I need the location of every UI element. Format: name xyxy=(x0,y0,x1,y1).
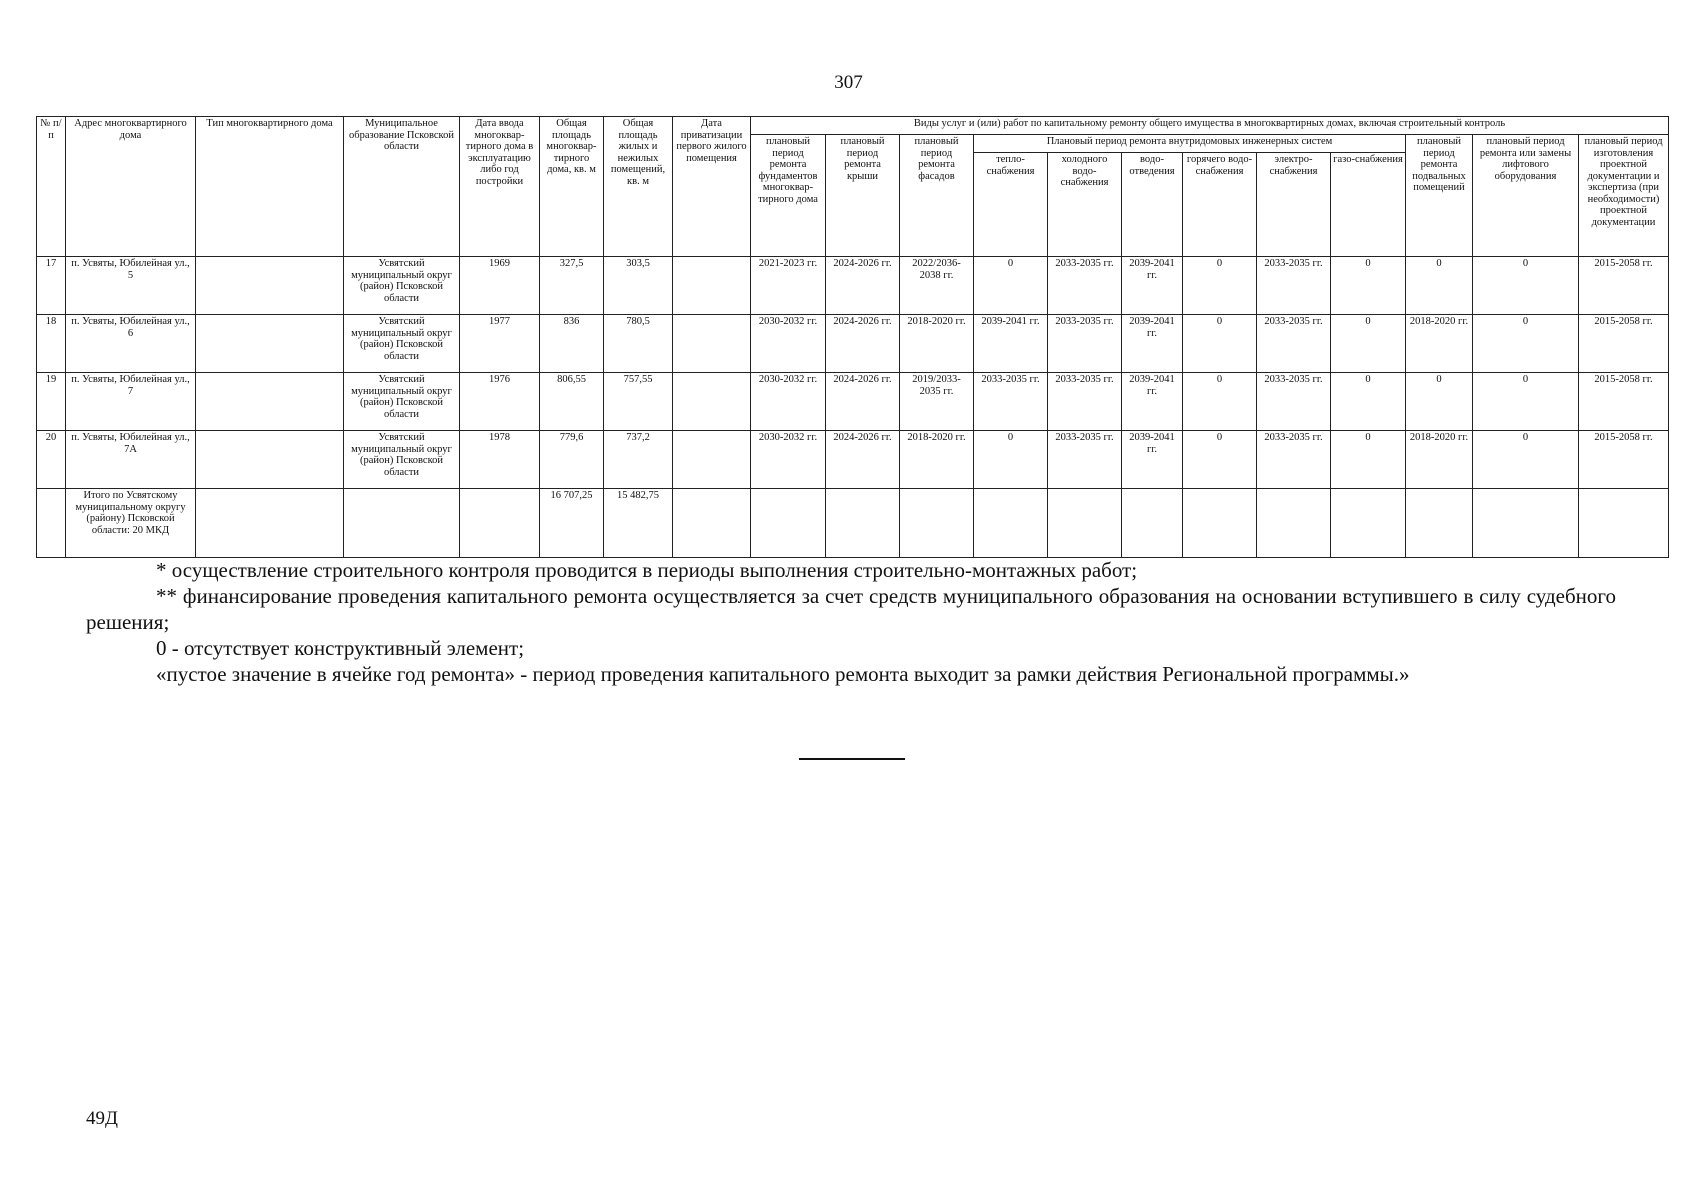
cell-hot-water: 0 xyxy=(1183,257,1257,315)
cell-premises-area: 757,55 xyxy=(604,373,673,431)
cell-design-docs: 2015-2058 гг. xyxy=(1579,257,1669,315)
cell-total-area: 836 xyxy=(540,315,604,373)
cell-sewer: 2039-2041 гг. xyxy=(1122,431,1183,489)
cell-empty xyxy=(974,489,1048,558)
header-foundation: плановый период ремонта фундаментов многоквар-тирного дома xyxy=(751,135,826,257)
footnote-financing: ** финансирование проведения капитального ремонта осуществляется за счет средств муниципального образования на основании вступившего в силу судебного решения; xyxy=(86,584,1616,634)
cell-facade: 2022/2036-2038 гг. xyxy=(900,257,974,315)
cell-municipality: Усвятский муниципальный округ (район) Псковской области xyxy=(344,373,460,431)
cell-gas: 0 xyxy=(1331,257,1406,315)
cell-cold-water: 2033-2035 гг. xyxy=(1048,431,1122,489)
header-house-type: Тип многоквартирного дома xyxy=(196,117,344,257)
cell-electric: 2033-2035 гг. xyxy=(1257,257,1331,315)
cell-house-type xyxy=(196,431,344,489)
header-privatization-date: Дата приватизации первого жилого помещения xyxy=(673,117,751,257)
header-elevator: плановый период ремонта или замены лифтового оборудования xyxy=(1473,135,1579,257)
cell-facade: 2018-2020 гг. xyxy=(900,315,974,373)
cell-basement: 0 xyxy=(1406,257,1473,315)
footnote-construction-control: * осуществление строительного контроля проводится в периоды выполнения строительно-монтажных работ; xyxy=(156,558,1138,582)
header-facade: плановый период ремонта фасадов xyxy=(900,135,974,257)
cell-empty xyxy=(1183,489,1257,558)
cell-electric: 2033-2035 гг. xyxy=(1257,431,1331,489)
cell-municipality: Усвятский муниципальный округ (район) Псковской области xyxy=(344,315,460,373)
cell-address: п. Усвяты, Юбилейная ул., 5 xyxy=(66,257,196,315)
header-hot-water: горячего водо-снабжения xyxy=(1183,153,1257,257)
footnote-empty-value: «пустое значение в ячейке год ремонта» - период проведения капитального ремонта выходит за рамки действия Региональной программы.» xyxy=(156,662,1410,686)
header-gas: газо-снабжения xyxy=(1331,153,1406,257)
cell-roof: 2024-2026 гг. xyxy=(826,373,900,431)
cell-municipality: Усвятский муниципальный округ (район) Псковской области xyxy=(344,257,460,315)
cell-empty xyxy=(1048,489,1122,558)
cell-num: 17 xyxy=(37,257,66,315)
footnotes xyxy=(86,557,1616,687)
cell-basement: 2018-2020 гг. xyxy=(1406,431,1473,489)
cell-foundation: 2030-2032 гг. xyxy=(751,431,826,489)
cell-house-type xyxy=(196,373,344,431)
cell-empty xyxy=(1257,489,1331,558)
cell-empty xyxy=(1579,489,1669,558)
table-row xyxy=(37,257,1669,315)
cell-address: п. Усвяты, Юбилейная ул., 6 xyxy=(66,315,196,373)
cell-sewer: 2039-2041 гг. xyxy=(1122,315,1183,373)
table-row xyxy=(37,431,1669,489)
table-row xyxy=(37,315,1669,373)
cell-num: 18 xyxy=(37,315,66,373)
cell-sewer: 2039-2041 гг. xyxy=(1122,373,1183,431)
cell-premises-area: 780,5 xyxy=(604,315,673,373)
cell-empty xyxy=(673,489,751,558)
cell-premises-area: 737,2 xyxy=(604,431,673,489)
cell-cold-water: 2033-2035 гг. xyxy=(1048,257,1122,315)
cell-house-type xyxy=(196,315,344,373)
cell-hot-water: 0 xyxy=(1183,373,1257,431)
cell-empty xyxy=(826,489,900,558)
cell-elevator: 0 xyxy=(1473,257,1579,315)
table-total-row xyxy=(37,489,1669,558)
cell-hot-water: 0 xyxy=(1183,431,1257,489)
cell-elevator: 0 xyxy=(1473,373,1579,431)
cell-address: п. Усвяты, Юбилейная ул., 7А xyxy=(66,431,196,489)
cell-foundation: 2030-2032 гг. xyxy=(751,373,826,431)
cell-hot-water: 0 xyxy=(1183,315,1257,373)
cell-year: 1978 xyxy=(460,431,540,489)
cell-privatization xyxy=(673,431,751,489)
cell-roof: 2024-2026 гг. xyxy=(826,257,900,315)
header-sewer: водо-отведения xyxy=(1122,153,1183,257)
cell-total-area: 806,55 xyxy=(540,373,604,431)
cell-total-area: 779,6 xyxy=(540,431,604,489)
cell-heat: 2039-2041 гг. xyxy=(974,315,1048,373)
cell-empty xyxy=(37,489,66,558)
cell-empty xyxy=(196,489,344,558)
header-num: № п/п xyxy=(37,117,66,257)
header-address: Адрес многоквартирного дома xyxy=(66,117,196,257)
cell-empty xyxy=(1331,489,1406,558)
total-label: Итого по Усвятскому муниципальному округу (району) Псковской области: 20 МКД xyxy=(66,489,196,558)
header-commission-date: Дата ввода многоквар-тирного дома в эксплуатацию либо год постройки xyxy=(460,117,540,257)
footer-code: 49Д xyxy=(86,1108,118,1129)
header-design-docs: плановый период изготовления проектной документации и экспертиза (при необходимости) проектной документации xyxy=(1579,135,1669,257)
cell-empty xyxy=(460,489,540,558)
cell-facade: 2019/2033-2035 гг. xyxy=(900,373,974,431)
cell-basement: 2018-2020 гг. xyxy=(1406,315,1473,373)
cell-year: 1976 xyxy=(460,373,540,431)
cell-num: 20 xyxy=(37,431,66,489)
table-row xyxy=(37,373,1669,431)
cell-cold-water: 2033-2035 гг. xyxy=(1048,373,1122,431)
header-basement: плановый период ремонта подвальных помещений xyxy=(1406,135,1473,257)
cell-roof: 2024-2026 гг. xyxy=(826,431,900,489)
cell-year: 1977 xyxy=(460,315,540,373)
cell-address: п. Усвяты, Юбилейная ул., 7 xyxy=(66,373,196,431)
cell-empty xyxy=(751,489,826,558)
header-municipality: Муниципальное образование Псковской области xyxy=(344,117,460,257)
table-header-row xyxy=(37,117,1669,135)
cell-gas: 0 xyxy=(1331,373,1406,431)
cell-total-area: 327,5 xyxy=(540,257,604,315)
cell-elevator: 0 xyxy=(1473,431,1579,489)
cell-cold-water: 2033-2035 гг. xyxy=(1048,315,1122,373)
cell-sewer: 2039-2041 гг. xyxy=(1122,257,1183,315)
cell-municipality: Усвятский муниципальный округ (район) Псковской области xyxy=(344,431,460,489)
header-roof: плановый период ремонта крыши xyxy=(826,135,900,257)
page-number: 307 xyxy=(834,72,863,93)
header-cold-water: холодного водо-снабжения xyxy=(1048,153,1122,257)
footnote-zero-value: 0 - отсутствует конструктивный элемент; xyxy=(156,636,525,660)
cell-basement: 0 xyxy=(1406,373,1473,431)
cell-empty xyxy=(1473,489,1579,558)
cell-electric: 2033-2035 гг. xyxy=(1257,315,1331,373)
header-works-group: Виды услуг и (или) работ по капитальному ремонту общего имущества в многоквартирных домах, включая строительный контроль xyxy=(751,117,1669,135)
cell-facade: 2018-2020 гг. xyxy=(900,431,974,489)
cell-design-docs: 2015-2058 гг. xyxy=(1579,431,1669,489)
cell-privatization xyxy=(673,373,751,431)
header-heat: тепло-снабжения xyxy=(974,153,1048,257)
separator-line xyxy=(799,758,905,760)
cell-design-docs: 2015-2058 гг. xyxy=(1579,315,1669,373)
premises-area-sum: 15 482,75 xyxy=(604,489,673,558)
cell-heat: 2033-2035 гг. xyxy=(974,373,1048,431)
cell-num: 19 xyxy=(37,373,66,431)
cell-design-docs: 2015-2058 гг. xyxy=(1579,373,1669,431)
cell-empty xyxy=(1122,489,1183,558)
cell-premises-area: 303,5 xyxy=(604,257,673,315)
cell-heat: 0 xyxy=(974,431,1048,489)
header-premises-area: Общая площадь жилых и нежилых помещений, кв. м xyxy=(604,117,673,257)
header-engineering-group: Плановый период ремонта внутридомовых инженерных систем xyxy=(974,135,1406,153)
cell-gas: 0 xyxy=(1331,315,1406,373)
cell-house-type xyxy=(196,257,344,315)
cell-roof: 2024-2026 гг. xyxy=(826,315,900,373)
cell-electric: 2033-2035 гг. xyxy=(1257,373,1331,431)
total-area-sum: 16 707,25 xyxy=(540,489,604,558)
header-electric: электро-снабжения xyxy=(1257,153,1331,257)
cell-privatization xyxy=(673,315,751,373)
cell-foundation: 2021-2023 гг. xyxy=(751,257,826,315)
cell-heat: 0 xyxy=(974,257,1048,315)
cell-elevator: 0 xyxy=(1473,315,1579,373)
cell-privatization xyxy=(673,257,751,315)
cell-empty xyxy=(344,489,460,558)
cell-year: 1969 xyxy=(460,257,540,315)
cell-empty xyxy=(900,489,974,558)
capital-repair-table xyxy=(36,116,1669,558)
cell-empty xyxy=(1406,489,1473,558)
header-total-area: Общая площадь многоквар-тирного дома, кв. м xyxy=(540,117,604,257)
cell-foundation: 2030-2032 гг. xyxy=(751,315,826,373)
cell-gas: 0 xyxy=(1331,431,1406,489)
